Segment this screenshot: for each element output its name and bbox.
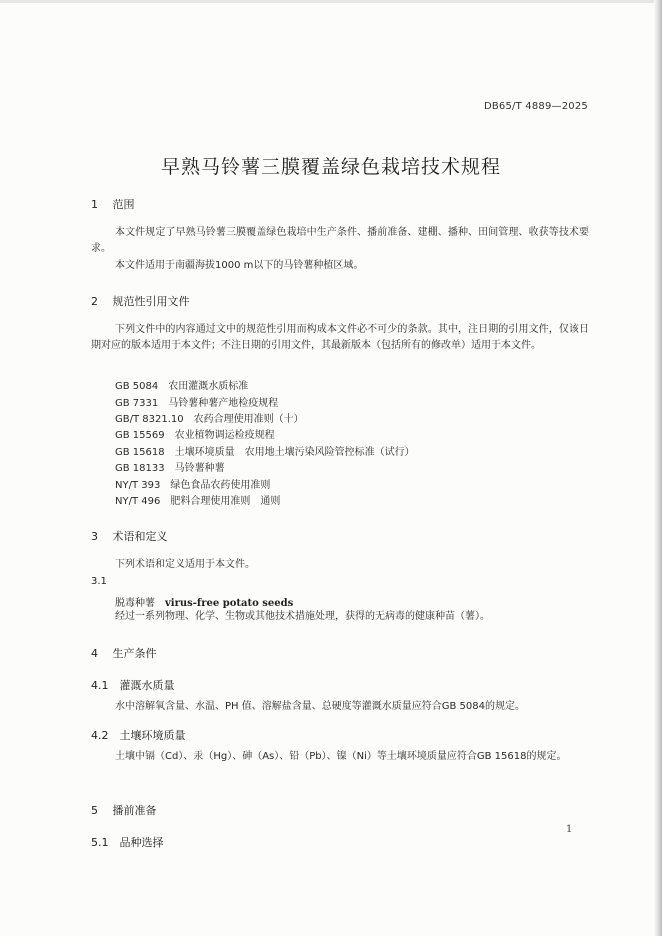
section-title: 范围	[112, 198, 135, 211]
reference-name: 马铃薯种薯产地检疫规程	[168, 398, 279, 409]
reference-code: GB/T 8321.10	[115, 414, 184, 425]
term-definition: 经过一系列物理、化学、生物或其他技术措施处理，获得的无病毒的健康种苗（薯）。	[115, 611, 490, 622]
reference-name: 肥料合理使用准则 通则	[170, 496, 281, 507]
reference-name: 农田灌溉水质标准	[168, 381, 249, 392]
reference-name: 农业植物调运检疫规程	[174, 430, 275, 441]
subsection-title: 品种选择	[119, 836, 164, 849]
term-entry	[115, 594, 293, 609]
reference-item	[115, 377, 248, 392]
section-3-heading	[91, 528, 168, 544]
subsection-5-1-heading	[91, 834, 164, 850]
reference-code: NY/T 393	[115, 480, 161, 491]
document-title: 早熟马铃薯三膜覆盖绿色栽培技术规程	[160, 156, 501, 178]
standard-code: DB65/T 4889—2025	[483, 101, 588, 112]
section-2-heading	[91, 293, 190, 309]
reference-item	[115, 492, 280, 507]
subsection-title: 土壤环境质量	[119, 729, 186, 742]
section-title: 播前准备	[112, 804, 157, 817]
section-4-heading	[91, 645, 157, 661]
subsection-number: 5.1	[91, 836, 109, 849]
section-1-paragraph-2: 本文件适用于南疆海拔1000 m以下的马铃薯种植区域。	[115, 260, 364, 271]
scan-edge-right	[654, 0, 662, 936]
reference-item	[115, 410, 304, 425]
section-number: 1	[91, 198, 98, 211]
reference-code: GB 15618	[115, 447, 165, 458]
subsection-4-1-paragraph: 水中溶解氧含量、水温、PH 值、溶解盐含量、总硬度等灌溉水质量应符合GB 5084的规定。	[115, 701, 525, 712]
section-number: 4	[91, 647, 98, 660]
reference-code: GB 7331	[115, 398, 159, 409]
section-title: 术语和定义	[112, 530, 168, 543]
reference-item	[115, 426, 275, 441]
subsection-4-2-paragraph: 土壤中镉（Cd）、汞（Hg）、砷（As）、铅（Pb）、镍（Ni）等土壤环境质量应符合GB 15618的规定。	[115, 751, 567, 762]
section-3-paragraph: 下列术语和定义适用于本文件。	[115, 559, 255, 570]
reference-code: GB 18133	[115, 463, 165, 474]
section-title: 规范性引用文件	[112, 295, 190, 308]
subsection-number: 4.2	[91, 729, 109, 742]
section-1-heading	[91, 196, 135, 212]
term-english: virus-free potato seeds	[165, 598, 294, 609]
reference-code: NY/T 496	[115, 496, 161, 507]
reference-item	[115, 443, 415, 458]
subsection-3-1-number: 3.1	[91, 576, 107, 587]
page-number: 1	[566, 824, 573, 835]
section-1-paragraph-1: 本文件规定了早熟马铃薯三膜覆盖绿色栽培中生产条件、播前准备、建棚、播种、田间管理、收获等技术要求。	[91, 227, 589, 254]
reference-name: 土壤环境质量 农用地土壤污染风险管控标准（试行）	[174, 447, 415, 458]
scan-edge-top	[0, 0, 662, 3]
reference-name: 农药合理使用准则（十）	[193, 414, 304, 425]
section-2-paragraph: 下列文件中的内容通过文中的规范性引用而构成本文件必不可少的条款。其中，注日期的引用文件，仅该日期对应的版本适用于本文件；不注日期的引用文件，其最新版本（包括所有的修改单）适用于本文件。	[91, 324, 589, 351]
subsection-4-2-heading	[91, 727, 186, 743]
reference-item	[115, 459, 225, 474]
reference-code: GB 5084	[115, 381, 159, 392]
section-number: 5	[91, 804, 98, 817]
section-number: 3	[91, 530, 98, 543]
term-chinese: 脱毒种薯	[115, 598, 155, 609]
reference-code: GB 15569	[115, 430, 165, 441]
reference-item	[115, 394, 278, 409]
subsection-title: 灌溉水质量	[119, 679, 175, 692]
section-number: 2	[91, 295, 98, 308]
reference-item	[115, 476, 270, 491]
subsection-number: 4.1	[91, 679, 109, 692]
section-title: 生产条件	[112, 647, 157, 660]
reference-name: 马铃薯种薯	[174, 463, 225, 474]
reference-name: 绿色食品农药使用准则	[170, 480, 271, 491]
subsection-4-1-heading	[91, 677, 175, 693]
section-5-heading	[91, 802, 157, 818]
